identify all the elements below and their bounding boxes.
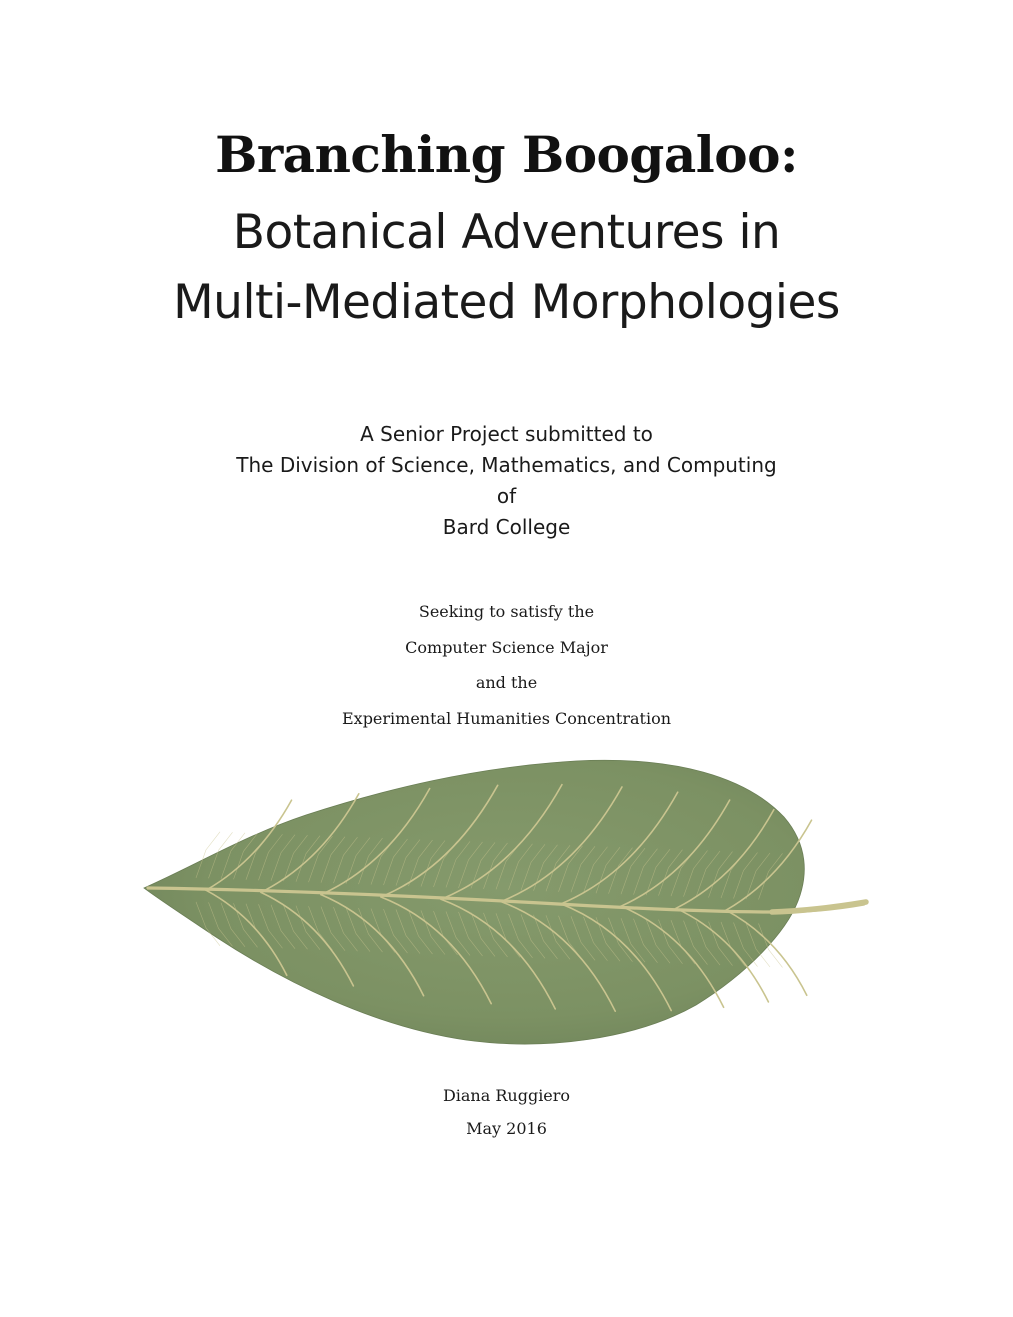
submission-line-2: The Division of Science, Mathematics, and Computing bbox=[236, 453, 777, 477]
subtitle-line-2: Multi-Mediated Morphologies bbox=[173, 275, 840, 330]
leaf-blade bbox=[144, 760, 804, 1044]
author-block bbox=[0, 1079, 1013, 1145]
requirements-statement bbox=[0, 594, 1013, 736]
requirements-line-1: Seeking to satisfy the bbox=[418, 602, 595, 621]
submission-line-3: of bbox=[496, 484, 517, 508]
submission-line-4: Bard College bbox=[442, 515, 571, 539]
submission-line-1: A Senior Project submitted to bbox=[360, 422, 653, 446]
submission-statement bbox=[0, 419, 1013, 543]
submission-date: May 2016 bbox=[466, 1119, 547, 1138]
leaf-image bbox=[136, 757, 876, 1057]
page-subtitle bbox=[0, 198, 1013, 338]
requirements-line-4: Experimental Humanities Concentration bbox=[341, 708, 671, 728]
leaf-illustration bbox=[136, 757, 876, 1057]
page-title: Branching Boogaloo: bbox=[215, 125, 798, 184]
requirements-line-2: Computer Science Major bbox=[405, 637, 608, 657]
author-name: Diana Ruggiero bbox=[442, 1086, 571, 1105]
requirements-line-3: and the bbox=[475, 673, 538, 692]
subtitle-line-1: Botanical Adventures in bbox=[232, 205, 781, 260]
